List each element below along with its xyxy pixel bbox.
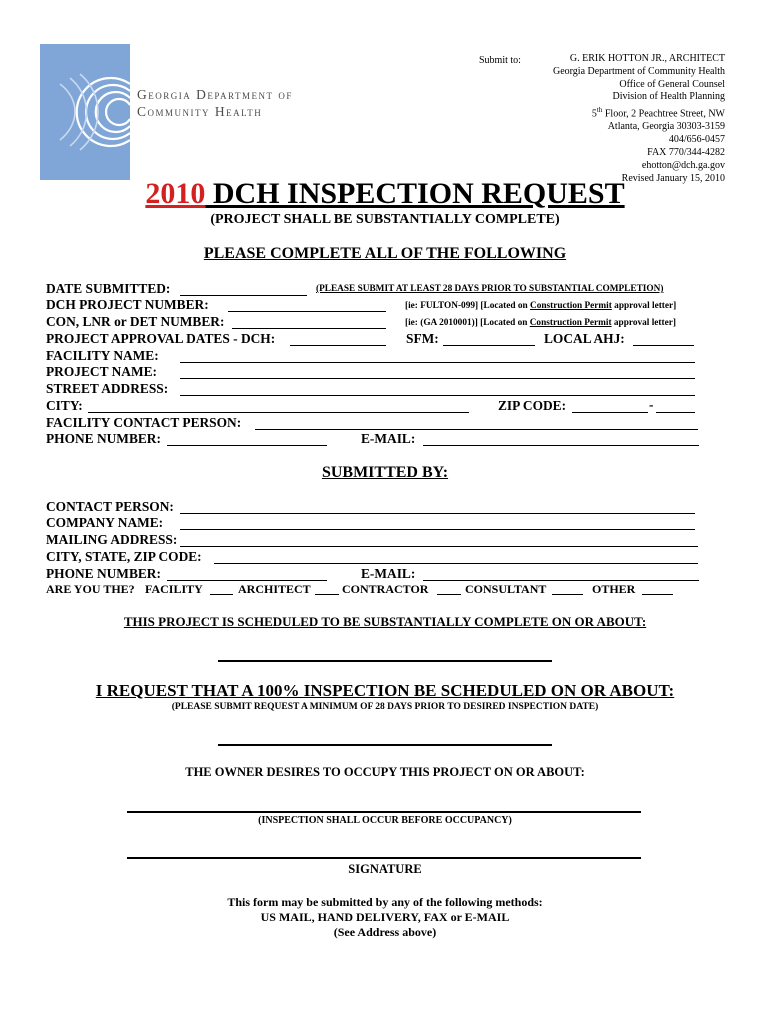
approval-dates-label: PROJECT APPROVAL DATES - DCH: [46, 331, 276, 346]
phone-label: PHONE NUMBER: [46, 431, 161, 446]
role-other-label: OTHER [592, 582, 636, 596]
sfm-label: SFM: [406, 331, 439, 346]
note-text: approval letter] [611, 301, 677, 311]
logo-mark-icon [40, 44, 130, 180]
street-address-label: STREET ADDRESS: [46, 381, 169, 396]
phone-field[interactable] [167, 445, 327, 446]
instruction-heading: PLEASE COMPLETE ALL OF THE FOLLOWING [203, 245, 567, 262]
company-name-label: COMPANY NAME: [46, 515, 164, 530]
note-link: Construction Permit [529, 318, 612, 328]
zip-code-field[interactable] [572, 412, 648, 413]
city-state-zip-label: CITY, STATE, ZIP CODE: [46, 549, 202, 564]
local-ahj-field[interactable] [633, 345, 694, 346]
zip-dash: - [649, 397, 654, 412]
role-architect-checkbox[interactable] [315, 594, 339, 595]
facility-name-field[interactable] [180, 362, 695, 363]
request-inspection-heading: I REQUEST THAT A 100% INSPECTION BE SCHEDULED ON OR ABOUT: [95, 681, 675, 700]
contact-person-label: CONTACT PERSON: [46, 499, 174, 514]
city-state-zip-field[interactable] [214, 563, 698, 564]
city-label: CITY: [46, 398, 83, 413]
facility-name-label: FACILITY NAME: [46, 348, 159, 363]
role-contractor-label: CONTRACTOR [342, 582, 429, 596]
title-year: 2010 [145, 177, 206, 210]
floor-sup: th [596, 106, 603, 115]
address-line: Atlanta, Georgia 30303-3159 [607, 121, 725, 133]
note-text: approval letter] [611, 318, 676, 328]
email-field[interactable] [423, 445, 699, 446]
dch-project-number-field[interactable] [228, 311, 386, 312]
org-name-line1: Georgia Department of [137, 87, 293, 102]
facility-contact-field[interactable] [255, 429, 698, 430]
date-submitted-label: DATE SUBMITTED: [46, 281, 171, 296]
address-line: Georgia Department of Community Health [553, 65, 725, 77]
submit-to-label: Submit to: [479, 55, 521, 66]
are-you-label: ARE YOU THE? [46, 582, 135, 596]
request-note: (PLEASE SUBMIT REQUEST A MINIMUM OF 28 DAYS PRIOR TO DESIRED INSPECTION DATE) [171, 702, 599, 712]
inspection-date-line[interactable] [218, 744, 552, 746]
page-title [0, 176, 770, 212]
role-consultant-checkbox[interactable] [552, 594, 583, 595]
street-address-field[interactable] [180, 395, 695, 396]
dch-project-number-label: DCH PROJECT NUMBER: [46, 297, 209, 312]
date-submitted-field[interactable] [180, 295, 307, 296]
page-subtitle: (PROJECT SHALL BE SUBSTANTIALLY COMPLETE) [210, 212, 560, 227]
sfm-field[interactable] [443, 345, 535, 346]
con-number-field[interactable] [232, 328, 386, 329]
occupancy-note: (INSPECTION SHALL OCCUR BEFORE OCCUPANCY) [258, 815, 512, 826]
mailing-address-field[interactable] [180, 546, 698, 547]
role-facility-checkbox[interactable] [210, 594, 233, 595]
substantially-complete-date-line[interactable] [218, 660, 552, 662]
sub-email-field[interactable] [423, 580, 699, 581]
zip-code-label: ZIP CODE: [498, 398, 567, 413]
occupy-date-line[interactable] [127, 811, 641, 813]
role-other-checkbox[interactable] [642, 594, 673, 595]
dch-project-number-note [405, 301, 676, 311]
footer-line3: (See Address above) [333, 925, 437, 939]
email-label: E-MAIL: [361, 431, 416, 446]
address-line: ehotton@dch.ga.gov [641, 159, 725, 171]
note-text: [ie: (GA 2010001)] [Located on [405, 318, 530, 328]
project-name-field[interactable] [180, 378, 695, 379]
con-number-note [405, 318, 676, 328]
sub-phone-label: PHONE NUMBER: [46, 566, 161, 581]
address-line: Revised January 15, 2010 [621, 172, 725, 184]
floor-prefix: 5 [591, 108, 597, 120]
title-main: DCH INSPECTION REQUEST [205, 177, 625, 210]
substantially-complete-heading: THIS PROJECT IS SCHEDULED TO BE SUBSTANTIALLY COMPLETE ON OR ABOUT: [123, 614, 647, 629]
role-consultant-label: CONSULTANT [465, 582, 547, 596]
approval-dates-field[interactable] [290, 345, 386, 346]
company-name-field[interactable] [180, 529, 695, 530]
zip-ext-field[interactable] [656, 412, 695, 413]
floor-text: Floor, 2 Peachtree Street, NW [604, 108, 725, 120]
local-ahj-label: LOCAL AHJ: [544, 331, 625, 346]
address-line: FAX 770/344-4282 [647, 146, 725, 158]
con-number-label: CON, LNR or DET NUMBER: [46, 314, 225, 329]
facility-contact-label: FACILITY CONTACT PERSON: [46, 415, 242, 430]
dch-logo [40, 44, 130, 180]
org-name [137, 86, 293, 120]
address-line: G. ERIK HOTTON JR., ARCHITECT [569, 53, 725, 64]
role-architect-label: ARCHITECT [238, 582, 311, 596]
signature-label: SIGNATURE [348, 862, 422, 876]
date-submitted-note: (PLEASE SUBMIT AT LEAST 28 DAYS PRIOR TO SUBSTANTIAL COMPLETION) [316, 284, 664, 294]
address-line: Division of Health Planning [612, 91, 725, 103]
address-line: Office of General Counsel [619, 78, 725, 90]
address-line [465, 104, 725, 121]
note-text: [ie: FULTON-099] [Located on [405, 301, 530, 311]
footer-line1: This form may be submitted by any of the following methods: [227, 895, 543, 909]
project-name-label: PROJECT NAME: [46, 364, 157, 379]
mailing-address-label: MAILING ADDRESS: [46, 532, 178, 547]
role-facility-label: FACILITY [145, 582, 203, 596]
address-line: 404/656-0457 [668, 134, 725, 146]
sub-email-label: E-MAIL: [361, 566, 416, 581]
city-field[interactable] [88, 412, 469, 413]
role-contractor-checkbox[interactable] [437, 594, 461, 595]
submitted-by-heading: SUBMITTED BY: [321, 464, 449, 481]
org-name-line2: Community Health [137, 104, 263, 119]
address-block [465, 53, 725, 185]
footer-line2: US MAIL, HAND DELIVERY, FAX or E-MAIL [260, 910, 510, 924]
owner-occupy-heading: THE OWNER DESIRES TO OCCUPY THIS PROJECT ON OR ABOUT: [185, 765, 585, 779]
signature-line[interactable] [127, 857, 641, 859]
note-link: Construction Permit [530, 301, 612, 311]
are-you-row [46, 582, 135, 597]
contact-person-field[interactable] [180, 513, 695, 514]
sub-phone-field[interactable] [167, 580, 327, 581]
